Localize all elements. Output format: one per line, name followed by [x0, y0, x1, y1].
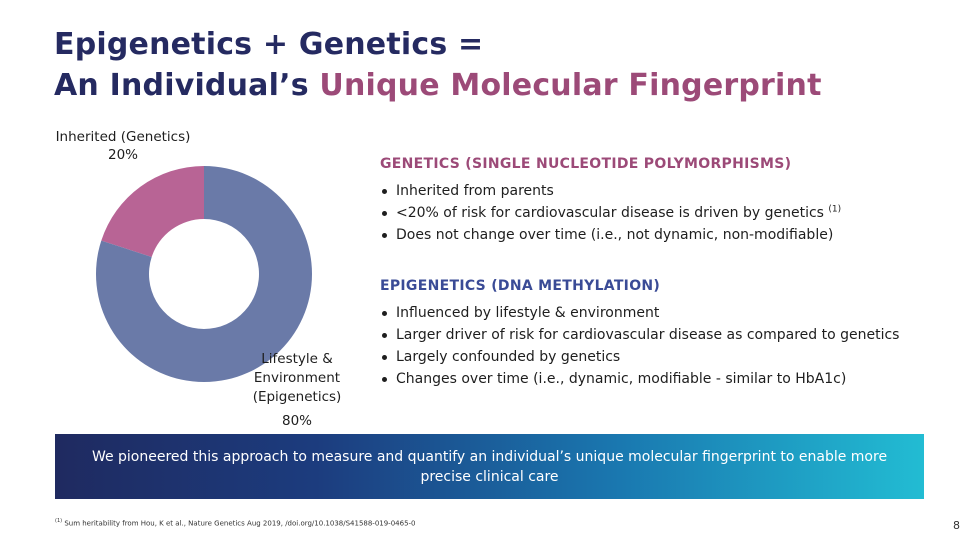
genetics-bullet-1 [380, 180, 960, 202]
donut-slice-genetics [101, 166, 204, 257]
epigenetics-bullet-3 [380, 346, 960, 368]
epigenetics-bullet-4-text: Changes over time (i.e., dynamic, modifiable - similar to HbA1c) [396, 371, 847, 387]
epigenetics-bullet-2-text: Larger driver of risk for cardiovascular disease as compared to genetics [396, 327, 900, 343]
genetics-section [380, 156, 960, 246]
footnote [55, 518, 416, 527]
genetics-bullet-2 [380, 202, 960, 224]
footnote-marker: (1) [55, 518, 63, 524]
epigenetics-bullet-2 [380, 324, 960, 346]
footnote-text: Sum heritability from Hou, K et al., Nature Genetics Aug 2019, /doi.org/10.1038/S41588-019-0465-0 [62, 519, 416, 528]
genetics-heading: GENETICS (SINGLE NUCLEOTIDE POLYMORPHISMS) [380, 156, 792, 172]
chart-label-lifestyle-line3: (Epigenetics) [252, 389, 342, 405]
epigenetics-bullet-list [380, 302, 960, 390]
summary-banner [55, 434, 924, 499]
title-line-2-accent: Unique Molecular Fingerprint [319, 68, 822, 103]
chart-label-inherited [48, 128, 198, 164]
title-line-1: Epigenetics + Genetics = [54, 27, 484, 62]
genetics-bullet-list [380, 180, 960, 246]
epigenetics-bullet-1 [380, 302, 960, 324]
summary-banner-text: We pioneered this approach to measure and quantify an individual’s unique molecular fingerprint to enable more precise clinical care [91, 448, 888, 485]
title-line-2-prefix: An Individual’s [54, 68, 320, 103]
footnote-reference: (1) [828, 204, 842, 215]
title-line-2 [54, 65, 934, 106]
page-number: 8 [953, 519, 960, 532]
epigenetics-bullet-1-text: Influenced by lifestyle & environment [396, 305, 660, 321]
chart-label-inherited-name: Inherited (Genetics) [55, 129, 191, 145]
slide-title [54, 24, 934, 106]
donut-chart [0, 120, 360, 440]
genetics-bullet-1-text: Inherited from parents [396, 183, 554, 199]
chart-label-lifestyle [232, 350, 362, 431]
chart-label-lifestyle-value: 80% [281, 413, 312, 429]
epigenetics-bullet-3-text: Largely confounded by genetics [396, 349, 621, 365]
epigenetics-section [380, 278, 960, 390]
genetics-bullet-3 [380, 224, 960, 246]
epigenetics-bullet-4 [380, 368, 960, 390]
chart-label-lifestyle-line2: Environment [253, 370, 341, 386]
chart-label-lifestyle-line1: Lifestyle & [261, 351, 333, 367]
epigenetics-heading: EPIGENETICS (DNA METHYLATION) [380, 278, 661, 294]
chart-label-inherited-value: 20% [107, 147, 138, 163]
genetics-bullet-2-text: <20% of risk for cardiovascular disease is driven by genetics [396, 205, 829, 221]
genetics-bullet-3-text: Does not change over time (i.e., not dynamic, non-modifiable) [396, 227, 834, 243]
